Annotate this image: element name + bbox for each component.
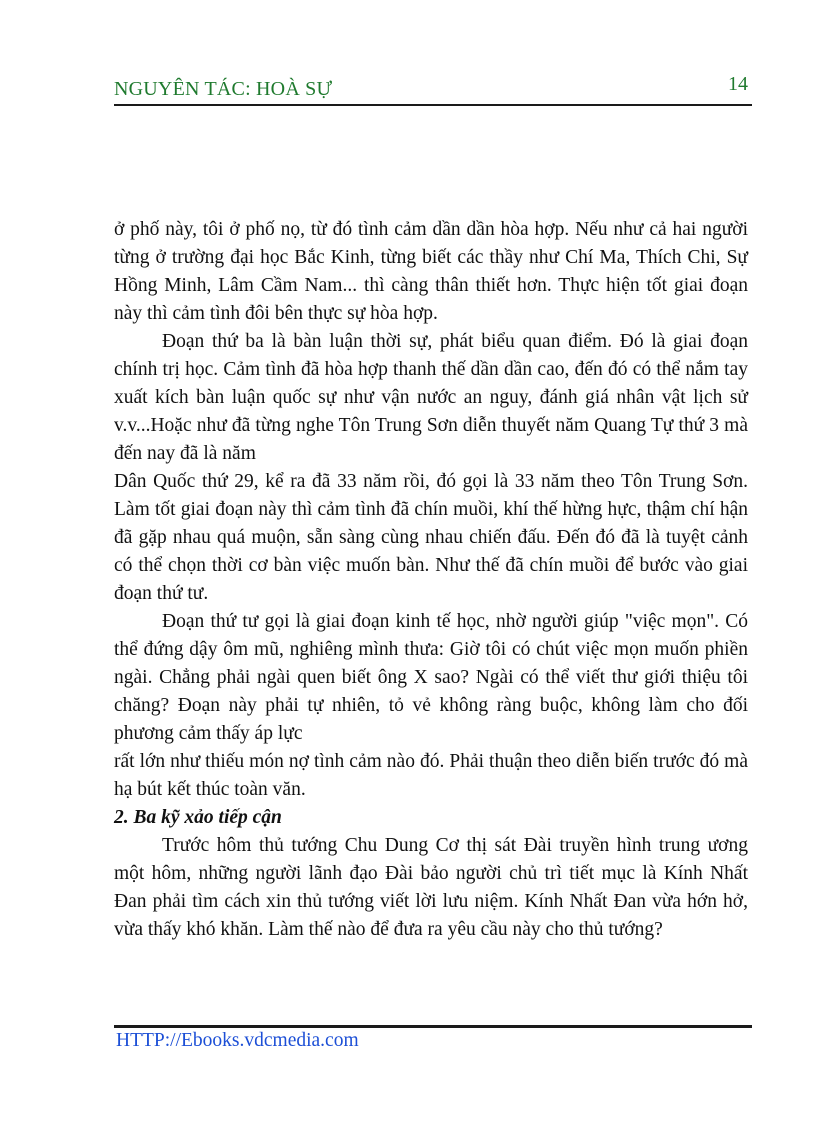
footer-divider	[114, 1025, 752, 1028]
paragraph: Trước hôm thủ tướng Chu Dung Cơ thị sát Đài truyền hình trung ương một hôm, những người lãnh đạo Đài bảo người chủ trì tiết mục là Kính Nhất Đan phải tìm cách xin thủ tướng viết lời lưu niệm. Kính Nhất Đan vừa hớn hở, vừa thấy khó khăn. Làm thế nào để đưa ra yêu cầu này cho thủ tướng?	[114, 835, 748, 940]
paragraph: Dân Quốc thứ 29, kể ra đã 33 năm rồi, đó gọi là 33 năm theo Tôn Trung Sơn. Làm tốt giai đoạn này thì cảm tình đã chín muồi, khí thế hừng hực, thậm chí hận đã gặp nhau quá muộn, sẵn sàng cùng nhau chiến đấu. Đến đó đã là tuyệt cảnh có thể chọn thời cơ bàn việc muốn bàn. Như thế đã chín muồi để bước vào giai đoạn thứ tư.	[114, 471, 748, 604]
paragraph: rất lớn như thiếu món nợ tình cảm nào đó. Phải thuận theo diễn biến trước đó mà hạ bút kết thúc toàn văn.	[114, 751, 748, 800]
header-title: NGUYÊN TÁC: HOÀ SỰ	[114, 78, 333, 100]
section-heading: 2. Ba kỹ xảo tiếp cận	[114, 807, 282, 828]
paragraph: Đoạn thứ tư gọi là giai đoạn kinh tế học, nhờ người giúp "việc mọn". Có thể đứng dậy ôm mũ, nghiêng mình thưa: Giờ tôi có chút việc mọn muốn phiền ngài. Chẳng phải ngài quen biết ông X sao? Ngài có thể viết thư giới thiệu tôi chăng? Đoạn này phải tự nhiên, tỏ vẻ không ràng buộc, không làm cho đối phương cảm thấy áp lực	[114, 611, 748, 744]
footer-link[interactable]: HTTP://Ebooks.vdcmedia.com	[116, 1030, 359, 1051]
paragraph: ở phố này, tôi ở phố nọ, từ đó tình cảm dần dần hòa hợp. Nếu như cả hai người từng ở trường đại học Bắc Kinh, từng biết các thầy như Chí Ma, Thích Chi, Sự Hồng Minh, Lâm Cầm Nam... thì càng thân thiết hơn. Thực hiện tốt giai đoạn này thì cảm tình đôi bên thực sự hòa hợp.	[114, 219, 748, 324]
page-body	[114, 216, 748, 944]
paragraph: Đoạn thứ ba là bàn luận thời sự, phát biểu quan điểm. Đó là giai đoạn chính trị học. Cảm tình đã hòa hợp thanh thế dần dần cao, đến đó có thể nắm tay xuất kích bàn luận quốc sự như vận nước an nguy, đánh giá nhân vật lịch sử v.v...Hoặc như đã từng nghe Tôn Trung Sơn diễn thuyết năm Quang Tự thứ 3 mà đến nay đã là năm	[114, 331, 748, 464]
page-header	[114, 72, 752, 106]
page-number: 14	[728, 73, 748, 95]
